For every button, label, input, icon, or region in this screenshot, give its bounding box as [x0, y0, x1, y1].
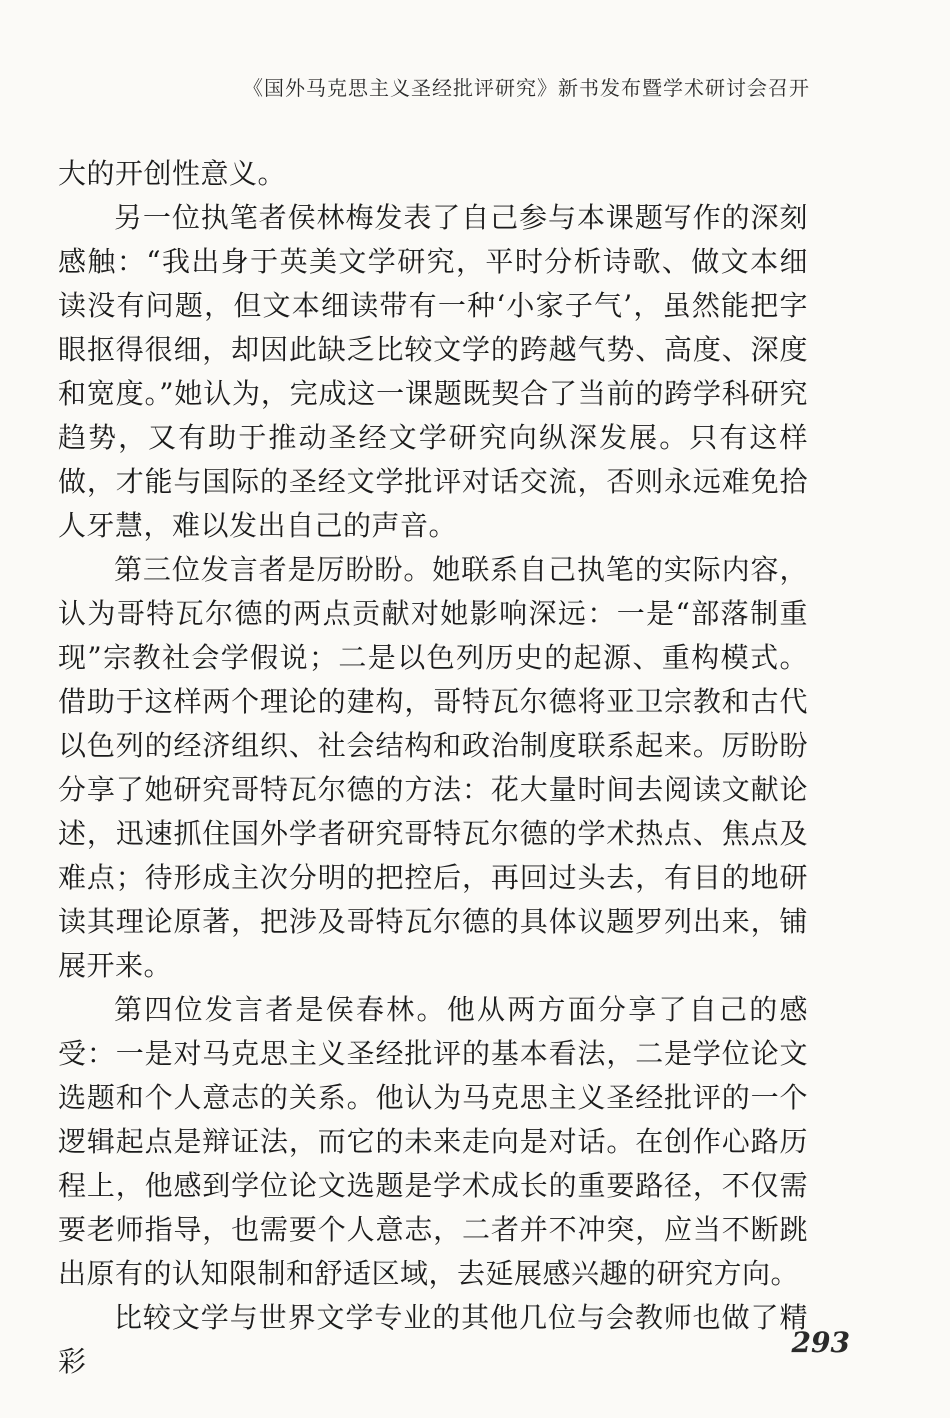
paragraph: 第四位发言者是侯春林。他从两方面分享了自己的感受：一是对马克思主义圣经批评的基本看法，二是学位论文选题和个人意志的关系。他认为马克思主义圣经批评的一个逻辑起点是辩证法，而它的未来走向是对话。在创作心路历程上，他感到学位论文选题是学术成长的重要路径，不仅需要老师指导，也需要个人意志，二者并不冲突，应当不断跳出原有的认知限制和舒适区域，去延展感兴趣的研究方向。 [58, 993, 808, 1290]
running-header: 《国外马克思主义圣经批评研究》新书发布暨学术研讨会召开 [243, 76, 810, 100]
page-number: 293 [791, 1326, 850, 1359]
paragraph: 比较文学与世界文学专业的其他几位与会教师也做了精彩 [58, 1301, 808, 1378]
paragraph: 另一位执笔者侯林梅发表了自己参与本课题写作的深刻感触：“我出身于英美文学研究，平时分析诗歌、做文本细读没有问题，但文本细读带有一种‘小家子气’，虽然能把字眼抠得很细，却因此缺乏比较文学的跨越气势、高度、深度和宽度。”她认为，完成这一课题既契合了当前的跨学科研究趋势，又有助于推动圣经文学研究向纵深发展。只有这样做，才能与国际的圣经文学批评对话交流，否则永远难免拾人牙慧，难以发出自己的声音。 [58, 201, 808, 542]
paragraph: 第三位发言者是厉盼盼。她联系自己执笔的实际内容，认为哥特瓦尔德的两点贡献对她影响深远：一是“部落制重现”宗教社会学假说；二是以色列历史的起源、重构模式。借助于这样两个理论的建构，哥特瓦尔德将亚卫宗教和古代以色列的经济组织、社会结构和政治制度联系起来。厉盼盼分享了她研究哥特瓦尔德的方法：花大量时间去阅读文献论述，迅速抓住国外学者研究哥特瓦尔德的学术热点、焦点及难点；待形成主次分明的把控后，再回过头去，有目的地研读其理论原著，把涉及哥特瓦尔德的具体议题罗列出来，铺展开来。 [58, 553, 808, 982]
body-text [58, 152, 808, 1384]
paragraph: 大的开创性意义。 [58, 157, 287, 190]
